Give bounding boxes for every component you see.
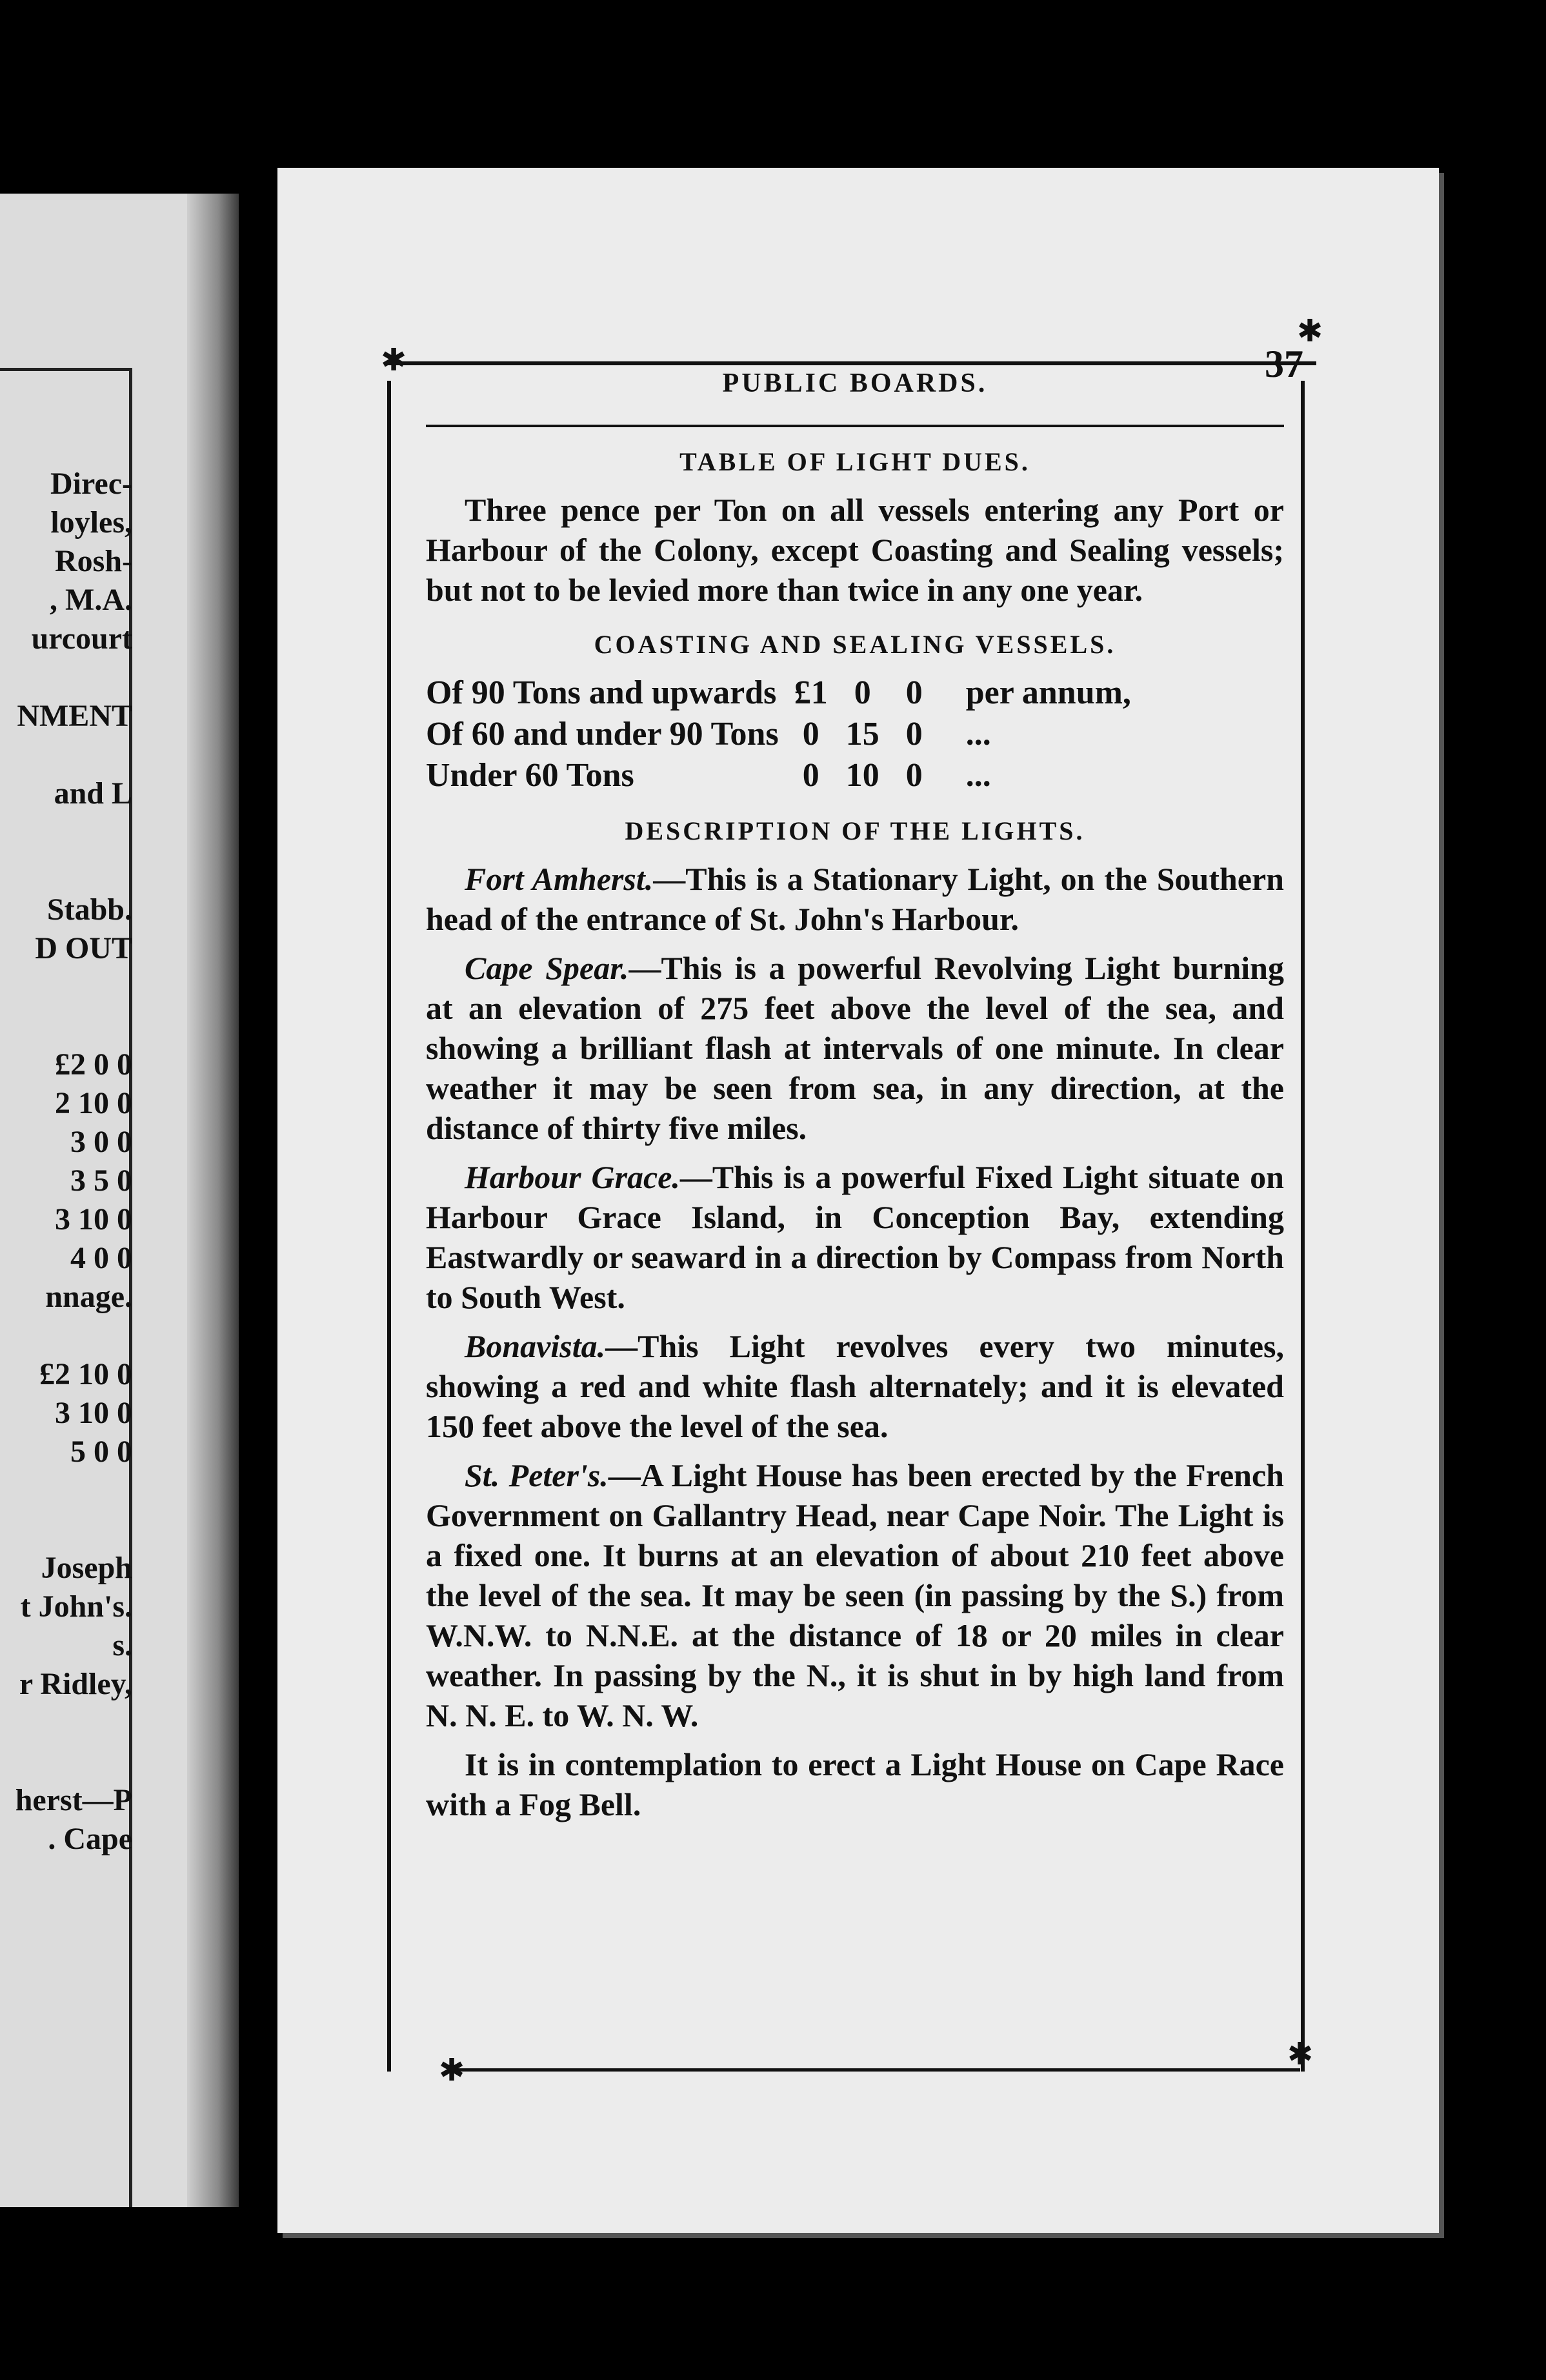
left-page-line: , M.A. <box>50 583 132 617</box>
left-page-line: s. <box>112 1628 132 1662</box>
lights-list <box>426 859 1284 1735</box>
left-page-line <box>0 968 132 1007</box>
left-page-line <box>0 1316 132 1355</box>
left-page-line: £2 10 0 <box>39 1357 132 1391</box>
left-page-line <box>0 1704 132 1742</box>
light-text: —This is a powerful Revolving Light burning at an elevation of 275 feet above the level of the sea, and showing a brilliant flash at intervals of one minute. In clear weather it may be seen from sea, in any direction, at the distance of thirty five miles. <box>426 950 1284 1146</box>
corner-ornament-bottom-left: ✱ <box>439 2053 465 2088</box>
left-page-line: 5 0 0 <box>70 1435 132 1469</box>
left-page-line: Direc- <box>50 467 132 501</box>
left-page-line: t John's. <box>20 1589 132 1624</box>
book-gutter <box>187 194 239 2207</box>
fee-row <box>426 714 1138 755</box>
fee-shillings: 15 <box>845 716 879 752</box>
left-page-line: D OUT <box>35 931 132 965</box>
left-page-line: Joseph <box>41 1551 132 1585</box>
left-page-line <box>0 658 132 697</box>
fee-period: ... <box>965 757 991 794</box>
light-description <box>426 1157 1284 1317</box>
left-page-line: herst—P <box>15 1783 132 1817</box>
corner-ornament-bottom-right: ✱ <box>1287 2037 1314 2072</box>
light-description <box>426 1326 1284 1446</box>
light-text: —This is a Stationary Light, on the Southern head of the entrance of St. John's Harbour. <box>426 861 1284 937</box>
left-page-line: 3 0 0 <box>70 1125 132 1159</box>
light-name: Harbour Grace. <box>465 1159 680 1195</box>
left-page-line <box>0 1007 132 1045</box>
light-description <box>426 948 1284 1148</box>
fee-pounds: 0 <box>802 757 819 794</box>
left-page-line: . Cape <box>48 1822 132 1856</box>
light-description <box>426 1455 1284 1735</box>
running-title: PUBLIC BOARDS. <box>722 368 988 398</box>
fee-pence: 0 <box>905 757 923 794</box>
fee-pence: 0 <box>905 674 923 711</box>
light-text: —A Light House has been erected by the French Government on Gallantry Head, near Cape Noir. The Light is a fixed one. It burns at an elevation of about 210 feet above the level of the sea. It may be seen (in passing by the S.) from W.N.W. to N.N.E. at the distance of 18 or 20 miles in clear weather. In passing by the N., it is shut in by high land from N. N. E. to W. N. W. <box>426 1457 1284 1733</box>
left-page-line <box>0 1471 132 1510</box>
fee-row <box>426 755 1138 796</box>
left-page-line: 3 5 0 <box>70 1164 132 1198</box>
fee-row <box>426 672 1138 714</box>
coasting-title: COASTING AND SEALING VESSELS. <box>594 630 1116 659</box>
left-page-line: 3 10 0 <box>55 1202 132 1236</box>
left-page-line: £2 0 0 <box>55 1047 132 1082</box>
light-name: Cape Spear. <box>465 950 629 986</box>
closing-paragraph: It is in contemplation to erect a Light House on Cape Race with a Fog Bell. <box>426 1746 1284 1822</box>
left-page-line: and L <box>54 776 132 811</box>
left-page-line <box>0 1510 132 1549</box>
left-page-line: r Ridley, <box>19 1667 132 1701</box>
fee-pounds: £1 <box>794 674 828 711</box>
fee-label: Of 60 and under 90 Tons <box>426 716 779 752</box>
left-page-line: urcourt <box>31 621 132 656</box>
description-title: DESCRIPTION OF THE LIGHTS. <box>625 816 1085 845</box>
previous-page-fragment <box>0 194 239 2207</box>
left-page-line: NMENT <box>17 699 132 733</box>
fee-table <box>426 672 1138 796</box>
fee-label: Under 60 Tons <box>426 757 634 794</box>
header-rule <box>426 425 1284 427</box>
fee-period: ... <box>965 716 991 752</box>
left-page-line: Rosh- <box>54 544 132 578</box>
corner-ornament-top-right: ✱ <box>1297 314 1323 348</box>
fee-pence: 0 <box>905 716 923 752</box>
book-page <box>277 168 1439 2233</box>
left-page-line: 4 0 0 <box>70 1241 132 1275</box>
fee-label: Of 90 Tons and upwards <box>426 674 777 711</box>
running-head <box>426 342 1303 419</box>
left-page-line: loyles, <box>50 505 132 540</box>
left-page-line <box>0 1742 132 1781</box>
corner-ornament-top-left: ✱ <box>381 343 407 378</box>
left-page-line: 3 10 0 <box>55 1396 132 1430</box>
fee-shillings: 0 <box>854 674 871 711</box>
page-content <box>426 342 1303 1824</box>
left-page-line: nnage. <box>45 1280 132 1314</box>
page-number: 37 <box>1265 343 1303 385</box>
fee-period: per annum, <box>965 674 1131 711</box>
light-description <box>426 859 1284 939</box>
left-page-line <box>0 736 132 774</box>
fee-pounds: 0 <box>802 716 819 752</box>
light-name: St. Peter's. <box>465 1457 608 1493</box>
left-page-text <box>0 465 132 1859</box>
light-name: Fort Amherst. <box>465 861 654 897</box>
section-title: TABLE OF LIGHT DUES. <box>679 447 1030 476</box>
left-page-top-rule <box>0 368 129 371</box>
left-page-line: 2 10 0 <box>55 1086 132 1120</box>
left-page-line <box>0 852 132 891</box>
left-page-line <box>0 813 132 852</box>
light-name: Bonavista. <box>465 1328 606 1364</box>
light-text: —This Light revolves every two minutes, showing a red and white flash alternately; and it is elevated 150 feet above the level of the sea. <box>426 1328 1284 1444</box>
frame-bottom-rule <box>448 2068 1300 2072</box>
light-text: —This is a powerful Fixed Light situate on Harbour Grace Island, in Conception Bay, extending Eastwardly or seaward in a direction by Compass from North to South West. <box>426 1159 1284 1315</box>
left-page-line: Stabb. <box>46 892 132 927</box>
intro-paragraph: Three pence per Ton on all vessels entering any Port or Harbour of the Colony, except Coasting and Sealing vessels; but not to be levied more than twice in any one year. <box>426 492 1284 608</box>
fee-shillings: 10 <box>845 757 879 794</box>
